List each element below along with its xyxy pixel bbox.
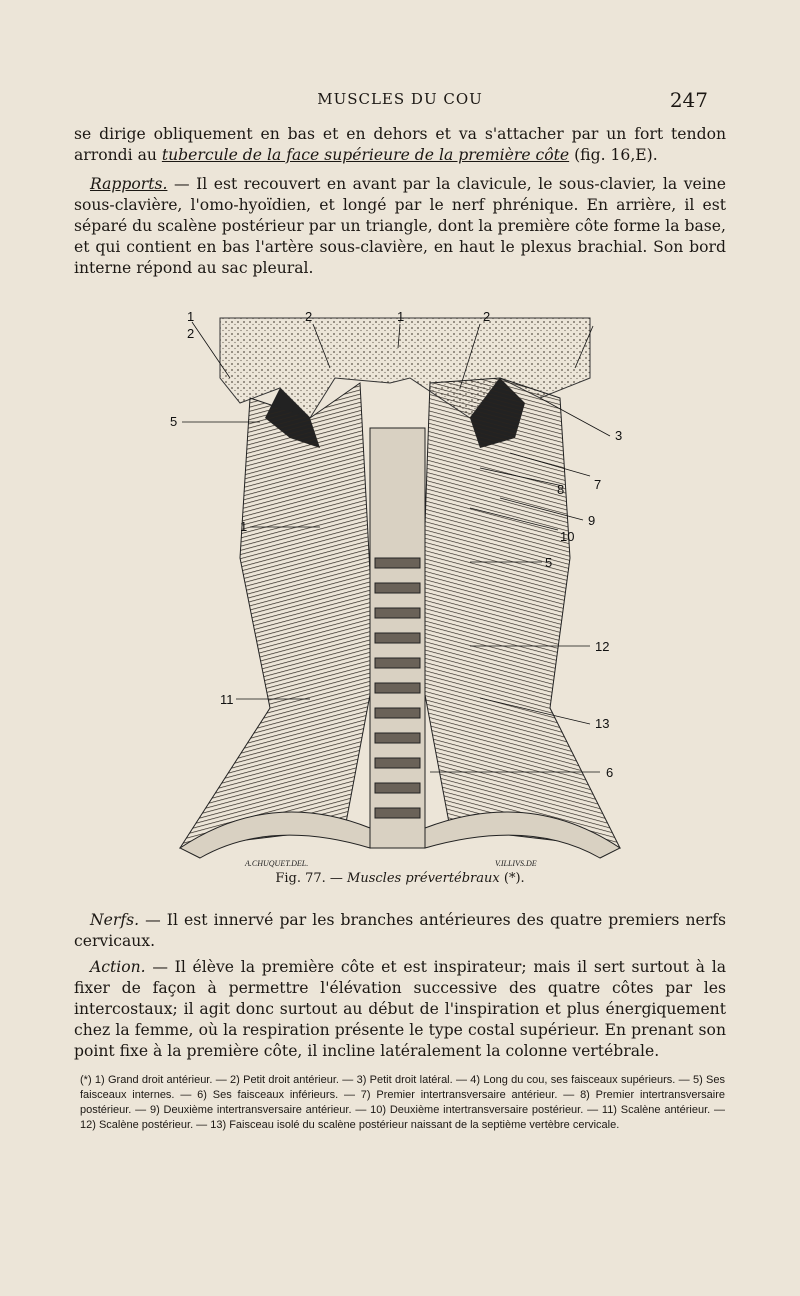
page-number: 247 <box>669 88 708 112</box>
left-muscle-mass <box>180 383 375 848</box>
caption-prefix: Fig. 77. <box>275 871 326 886</box>
caption-marker: (*). <box>499 871 525 886</box>
prevertebral-muscles-illustration <box>170 308 640 868</box>
caption-title: Muscles prévertébraux <box>347 871 500 886</box>
fig-label: 1 <box>240 519 248 534</box>
right-muscle-mass <box>420 378 623 848</box>
caption-dash: — <box>325 871 348 886</box>
nerfs-heading: Nerfs. <box>90 911 140 929</box>
nerfs-text: — Il est innervé par les branches antérieures des quatre premiers nerfs cervicaux. <box>74 911 726 950</box>
fig-label: 2 <box>187 326 195 341</box>
fig-label: 2 <box>305 309 313 324</box>
rapports-text: — Il est recouvert en avant par la clavicule, le sous-clavier, la veine sous-clavière, l'omo-hyoïdien, et longé par le nerf phrénique. En arrière, il est séparé du scalène postérieur par un triangle, dont la première côte forme la base, et qui contient en bas l'artère sous-clavière, en haut le plexus brachial. Son bord interne répond au sac pleural. <box>74 175 726 277</box>
intro-suffix: (fig. 16,E). <box>569 146 658 164</box>
fig-label: 11 <box>220 692 234 707</box>
anatomical-figure <box>170 308 640 868</box>
fig-label: 12 <box>595 639 610 654</box>
action-text: — Il élève la première côte et est inspirateur; mais il sert surtout à la fixer de façon à permettre l'élévation successive des quatre côtes par les intercostaux; il agit donc surtout au début de l'inspiration et plus énergiquement chez la femme, où la respiration présente le type costal supérieur. En prenant son point fixe à la première côte, il incline latéralement la colonne vertébrale. <box>74 958 726 1060</box>
fig-label: 6 <box>606 765 614 780</box>
fig-label: 1 <box>397 309 405 324</box>
fig-label: 5 <box>545 555 553 570</box>
intro-emphasis: tubercule de la face supérieure de la première côte <box>161 146 570 164</box>
fig-label: 8 <box>557 482 565 497</box>
running-head <box>0 88 800 112</box>
intro-text: se dirige obliquement en bas et en dehors et va s'attacher par un fort tendon arrondi au <box>74 125 726 164</box>
action-heading: Action. <box>90 958 146 976</box>
figure-caption <box>0 871 800 886</box>
fig-label: 3 <box>615 428 623 443</box>
illustrator-signature: A.CHUQUET.DEL. <box>245 859 309 868</box>
footnote: (*) 1) Grand droit antérieur. — 2) Petit droit antérieur. — 3) Petit droit latéral. — 4) Long du cou, ses faisceaux supérieurs. — 5) Ses faisceaux internes. — 6) Ses faisceaux inférieurs. — 7) Premier intertransversaire antérieur. — 8) Premier intertransversaire postérieur. — 9) Deuxième intertransversaire antérieur. — 10) Deuxième intertransversaire postérieur. — 11) Scalène antérieur. — 12) Scalène postérieur. — 13) Faisceau isolé du scalène postérieur naissant de la septième vertèbre cervicale. <box>80 1074 725 1131</box>
running-title: MUSCLES DU COU <box>317 90 483 108</box>
rapports-heading: Rapports. <box>90 175 168 193</box>
fig-label: 2 <box>483 309 491 324</box>
vertebral-column <box>370 428 425 848</box>
fig-label: 9 <box>588 513 596 528</box>
nerfs-paragraph <box>74 910 726 952</box>
fig-label: 5 <box>170 414 178 429</box>
action-paragraph <box>74 957 726 1062</box>
rapports-paragraph <box>74 174 726 279</box>
fig-label: 1 <box>187 309 195 324</box>
fig-label: 13 <box>595 716 610 731</box>
fig-label: 10 <box>560 529 575 544</box>
fig-label: 7 <box>594 477 602 492</box>
intro-paragraph <box>74 124 726 166</box>
engraver-signature: V.ILLIVS.DE <box>495 859 537 868</box>
